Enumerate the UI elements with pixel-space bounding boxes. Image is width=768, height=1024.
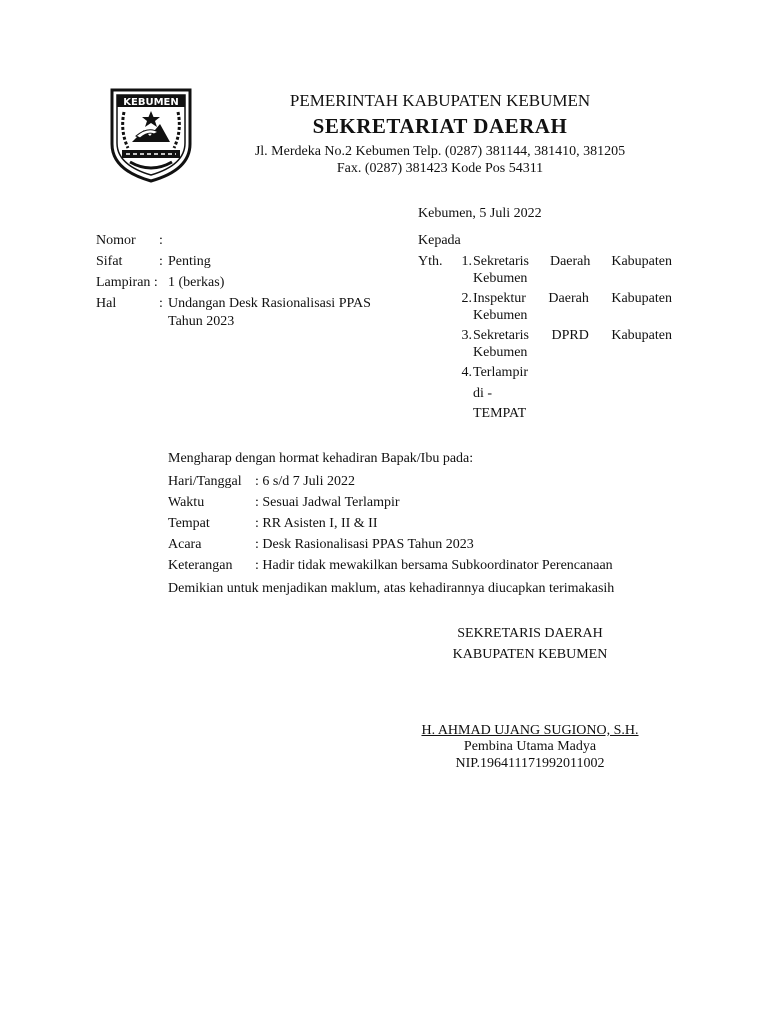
- meta-label-hal: Hal: [96, 296, 117, 311]
- detail-value-tempat: : RR Asisten I, II & II: [255, 516, 378, 531]
- recipient-line: Sekretaris DPRD Kabupaten: [473, 328, 672, 343]
- office-name: SEKRETARIAT DAERAH: [312, 114, 568, 138]
- detail-value-hari-tanggal: : 6 s/d 7 Juli 2022: [255, 474, 355, 489]
- recipient-line: Inspektur Daerah Kabupaten: [473, 291, 672, 306]
- signatory-rank: Pembina Utama Madya: [463, 739, 597, 754]
- recipient-di: di -: [473, 386, 493, 401]
- body-intro: Mengharap dengan hormat kehadiran Bapak/Ibu pada:: [168, 451, 474, 466]
- detail-value-waktu: : Sesuai Jadwal Terlampir: [255, 495, 400, 510]
- recipient-number: 2.: [461, 291, 472, 306]
- signature-title-1: SEKRETARIS DAERAH: [457, 626, 603, 641]
- recipient-kepada: Kepada: [418, 233, 461, 248]
- letter-date: Kebumen, 5 Juli 2022: [418, 206, 542, 221]
- recipient-yth: Yth.: [418, 254, 443, 269]
- recipient-line: Terlampir: [473, 365, 528, 380]
- meta-colon-nomor: :: [159, 233, 163, 248]
- meta-label-nomor: Nomor: [96, 233, 136, 248]
- detail-label-hari-tanggal: Hari/Tanggal: [168, 474, 242, 489]
- recipient-line: Kebumen: [473, 345, 528, 360]
- signatory-name: H. AHMAD UJANG SUGIONO, S.H.: [421, 723, 639, 738]
- signature-title-2: KABUPATEN KEBUMEN: [452, 647, 608, 662]
- signatory-nip: NIP.196411171992011002: [455, 756, 605, 771]
- detail-label-waktu: Waktu: [168, 495, 205, 510]
- recipient-number: 1.: [461, 254, 472, 269]
- meta-colon-sifat: :: [159, 254, 163, 269]
- meta-label-lampiran: Lampiran :: [96, 275, 158, 290]
- recipient-line: Kebumen: [473, 308, 528, 323]
- closing-sentence: Demikian untuk menjadikan maklum, atas kehadirannya diucapkan terimakasih: [168, 581, 615, 596]
- recipient-line: Kebumen: [473, 271, 528, 286]
- recipient-line: Sekretaris Daerah Kabupaten: [473, 254, 672, 269]
- address-line-2: Fax. (0287) 381423 Kode Pos 54311: [336, 161, 544, 176]
- detail-label-acara: Acara: [168, 537, 202, 552]
- svg-text:KEBUMEN: KEBUMEN: [123, 97, 179, 108]
- recipient-number: 3.: [461, 328, 472, 343]
- meta-value-lampiran: 1 (berkas): [168, 275, 225, 290]
- meta-colon-hal: :: [159, 296, 163, 311]
- recipient-tempat: TEMPAT: [473, 406, 527, 421]
- recipient-number: 4.: [461, 365, 472, 380]
- address-line-1: Jl. Merdeka No.2 Kebumen Telp. (0287) 381144, 381410, 381205: [254, 144, 626, 159]
- kebumen-coat-of-arms-logo: [108, 86, 194, 184]
- detail-label-tempat: Tempat: [168, 516, 210, 531]
- meta-value-hal: Undangan Desk Rasionalisasi PPAS Tahun 2023: [168, 296, 371, 330]
- meta-value-sifat: Penting: [168, 254, 211, 269]
- detail-value-acara: : Desk Rasionalisasi PPAS Tahun 2023: [255, 537, 474, 552]
- detail-label-keterangan: Keterangan: [168, 558, 233, 573]
- government-name: PEMERINTAH KABUPATEN KEBUMEN: [289, 91, 591, 110]
- meta-label-sifat: Sifat: [96, 254, 123, 269]
- detail-value-keterangan: : Hadir tidak mewakilkan bersama Subkoordinator Perencanaan: [255, 558, 613, 573]
